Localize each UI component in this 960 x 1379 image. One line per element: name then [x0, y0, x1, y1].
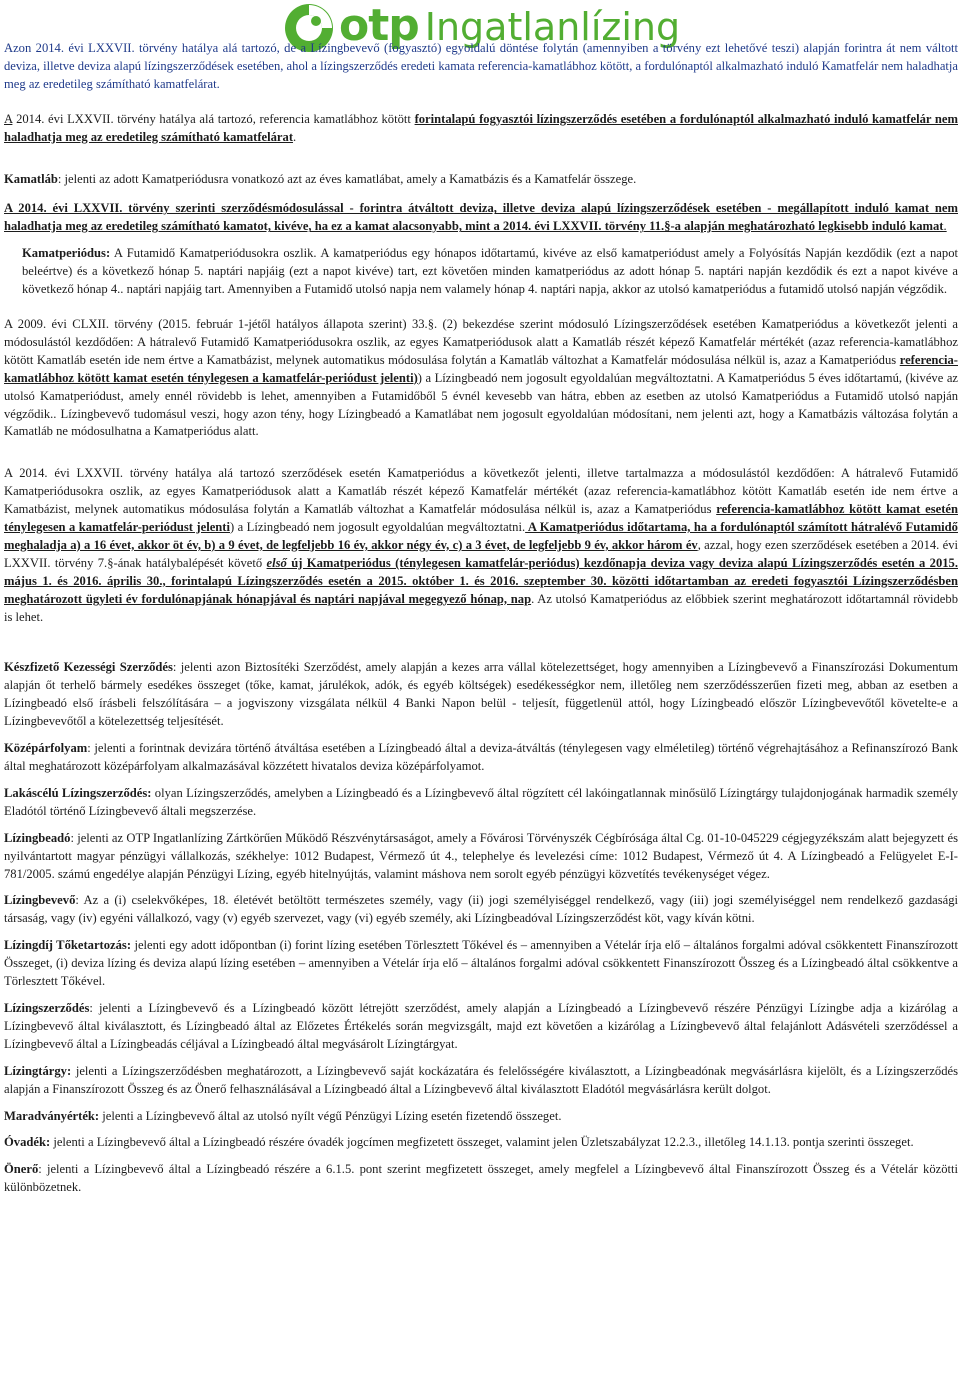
p6-b: referencia-kamatlábhoz kötött kamat esetén ténylegesen a kamatfelár-periódust jelenti): [4, 352, 958, 385]
paragraph-p3: [4, 171, 958, 189]
paragraph-p2: [4, 111, 958, 147]
p7-e: , azzal, hogy ezen szerződések esetében a 2014. évi LXXVII. törvény 7.§-ának hatálybalépését követő: [4, 537, 958, 570]
p4-end: .: [943, 219, 947, 234]
paragraph-p6: [4, 316, 958, 441]
p11-term: Lízingbeadó: [4, 830, 71, 845]
p7-a: A 2014. évi LXXVII. törvény hatálya alá tartozó szerződések esetén Kamatperiódus a következőt jelenti, illetve tartalmazza a módosulástól kezdődően: A hátralevő Futamidő Kamatperiódusokra oszlik, az egyes Kamatperiódusok alatt a Kamatláb részét képező Kamatfelár mértékét (azaz referencia-kamatlábhoz kötött Kamatláb esetén ide nem értve a Kamatbázist, melynek automatikus módosulása folytán a Kamatláb változhat a Kamatfelár módosulása nélkül is, azaz a Kamatperiódus: [4, 466, 958, 517]
paragraph-p15: [4, 1063, 958, 1099]
paragraph-p4: [4, 200, 958, 236]
paragraph-p17: [4, 1134, 958, 1152]
paragraph-p10: [4, 785, 958, 821]
p12-term: Lízingbevevő: [4, 893, 76, 908]
paragraph-p1: [4, 40, 958, 94]
paragraph-p8: [4, 659, 958, 731]
p11-text: : jelenti az OTP Ingatlanlízing Zártkörűen Működő Részvénytársaságot, amely a Fővárosi Törvényszék Cégbírósága által Cg. 01-10-045229 cégjegyzékszám alatt bejegyzett és nyilvántartott magyar pénzügyi vállalkozás, székhelye: 1012 Budapest, Vérmező út 4., telephelye és levelezési címe: 1012 Budapest, Vérmező út 4. A Lízingbeadó a Felügyelet E-I-781/2005. számú engedélye alapján Pénzügyi Lízing, egyéb hitelnyújtás, valamint máshova nem sorolt egyéb pénzügyi közvetítés tevékenységet végez.: [4, 830, 958, 881]
p17-term: Óvadék:: [4, 1135, 51, 1150]
p9-text: : jelenti a forintnak devizára történő átváltása esetében a Lízingbeadó által a deviza-átváltás (ténylegesen vagy elméletileg) történő végrehajtásához a Refinanszírozó Bank által meghatározott középárfolyam alkalmazásával közzétett hivatalos deviza középárfolyamot.: [4, 741, 958, 773]
logo-brand: otp: [339, 0, 419, 51]
p7-c: ) a Lízingbeadó nem jogosult egyoldalúan megváltoztatni.: [229, 520, 526, 535]
p2-b: 2014. évi LXXVII. törvény hatálya alá tartozó, referencia kamatlábhoz kötött: [12, 111, 415, 126]
p5-text: A Futamidő Kamatperiódusokra oszlik. A kamatperiódus egy hónapos időtartamú, kivéve az első kamatperiódust amely a Folyósítás Napján kezdődik (ezt a napot beleértve) és a következő hónap 5. naptári napjáig (ezt a napot kivéve) tart, ezt követően minden kamatperiódus az adott hónap 5. naptári napján kezdődik és ezt a napot kivéve a következő hónap 4.. naptári napjáig tart. Amennyiben a Futamidő utolsó napja nem valamely hónap 4. naptári napja, akkor az utolsó kamatperiódus a futamidő utolsó napján végződik.: [22, 246, 958, 297]
p7-h: . Az utolsó Kamatperiódus az előbbiek szerint meghatározott időtartamnál rövidebb is lehet.: [4, 591, 958, 624]
p10-term: Lakáscélú Lízingszerződés:: [4, 785, 152, 800]
p6-a: A 2009. évi CLXII. törvény (2015. február 1-jétől hatályos állapota szerint) 33.§. (2) bekezdése szerint módosuló Lízingszerződések esetében Kamatperiódus a következőt jelenti a módosulástól kezdődően: A hátralevő Futamidő Kamatperiódusokra oszlik, az egyes Kamatperiódusok alatt a Kamatláb részét képező Kamatfelár mértékét (azaz referencia-kamatlábhoz kötött Kamatláb esetén ide nem értve a Kamatbázist, melynek automatikus módosulása folytán a Kamatláb változhat a Kamatfelár módosulása nélkül is, azaz a Kamatperiódus: [4, 316, 958, 367]
p2-d: .: [293, 129, 297, 144]
p5-term: Kamatperiódus:: [22, 246, 111, 261]
document-body: [4, 40, 958, 1197]
p10-text: olyan Lízingszerződés, amelyben a Lízingbeadó és a Lízingbevevő által rögzített cél lakóingatlannak minősülő Lízingtárgy tulajdonjogának harmadik személy Eladótól történő Lízingbevevő általi megszerzése.: [4, 785, 958, 818]
p3-text: : jelenti az adott Kamatperiódusra vonatkozó azt az éves kamatlábat, amely a Kamatbázis és a Kamatfelár összege.: [57, 171, 637, 186]
logo-product: Ingatlanlízing: [424, 5, 681, 49]
p15-text: jelenti a Lízingszerződésben meghatározott, a Lízingbevevő saját kockázatára és felelősségére kiválasztott, a Lízingbeadónak megvásárlásra kijelölt, és a Lízingszerződés alapján a Finanszírozott Összeg és az Önerő felhasználásával a Lízingbeadó által a Lízingbevevő által kiválasztott Eladótól megvásárlásra került dolgot.: [4, 1063, 958, 1096]
p7-g: új Kamatperiódus (ténylegesen kamatfelár-periódus) kezdőnapja deviza vagy deviza alapú Lízingszerződés esetén a 2015. május 1. és 2016. április 30., forintalapú Lízingszerződés esetén a 2015. október 1. és 2016. szeptember 30. közötti időtartamban az eredeti fogyasztói Lízingszerződésben meghatározott ügyleti év fordulónapjának hónapjával és naptári napjával megegyező hónap, nap: [4, 555, 958, 606]
p7-b: referencia-kamatlábhoz kötött kamat esetén ténylegesen a kamatfelár-periódust jelenti: [4, 502, 958, 535]
p8-term: Készfizető Kezességi Szerződés: [4, 660, 173, 675]
p18-term: Önerő: [4, 1162, 39, 1177]
p16-term: Maradványérték:: [4, 1108, 100, 1123]
paragraph-p18: [4, 1161, 958, 1197]
paragraph-p5: [4, 245, 958, 299]
p6-c: ) a Lízingbeadó nem jogosult egyoldalúan megváltoztatni. A Kamatperiódus 5 éves időtartamú, (kivéve az utolsó Kamatperiódust, amely ennél rövidebb is lehet, amennyiben a Futamidőből 5 évnél kevesebb van hátra, ebben az esetben az utolsó Kamatperiódus a Futamidő utolsó napján végződik.. Lízingbevevő tudomásul veszi, hogy azon tény, hogy Lízingbeadó a Kamatlábat nem jogosult egyoldalúan módosítani, nem jelenti azt, hogy a Kamatbázis változása folytán a Kamatláb ne módosulhatna a Kamatperiódus alatt.: [4, 370, 958, 439]
p14-text: : jelenti a Lízingbevevő és a Lízingbeadó között létrejött szerződést, amely alapján a Lízingbeadó a Lízingbevevő részére Pénzügyi Lízingbe adja a kizárólag a Lízingbevevő által kiválasztott, és Lízingbeadó által az Előzetes Értékelés során megvizsgált, majd ezt követően a kizárólag a Lízingbevevő által felajánlott Adásvételi szerződéssel a Lízingbevevő által a Lízingbeadás céljával a Lízingbeadó által megvásárolt Lízingtárgyat.: [4, 1000, 958, 1051]
p14-term: Lízingszerződés: [4, 1000, 90, 1015]
p9-term: Középárfolyam: [4, 741, 88, 756]
p3-term: Kamatláb: [4, 171, 58, 186]
p12-text: : Az a (i) cselekvőképes, 18. életévét betöltött természetes személy, vagy (ii) jogi személyiséggel rendelkező, vagy (iii) jogi személyiséggel nem rendelkező gazdasági társaság, vagy (iv) egyéni vállalkozó, vagy (v) egyéb szervezet, vagy (vi) egyéb személy, aki Lízingbeadóval Lízingszerződést köt, vagy kíván kötni.: [4, 893, 958, 926]
paragraph-p14: [4, 1000, 958, 1054]
p2-c: forintalapú fogyasztói lízingszerződés esetében a fordulónaptól alkalmazható induló kamatfelár nem haladhatja meg az eredetileg számítható kamatfelárat: [4, 111, 958, 144]
p2-a: A: [4, 111, 13, 126]
p1-text: Azon 2014. évi LXXVII. törvény hatálya alá tartozó, de a Lízingbevevő (fogyasztó) egyoldalú döntése folytán (amennyiben a törvény ezt lehetővé teszi) alapján forintra át nem váltott deviza, illetve deviza alapú lízingszerződések esetében, ahol a lízingszerződés eredeti kamata referencia-kamatlábhoz kötött, a fordulónaptól alkalmazható induló Kamatfelár nem haladhatja meg az eredetileg számítható kamatfelárat.: [4, 41, 958, 91]
paragraph-p7: [4, 465, 958, 626]
paragraph-p13: [4, 937, 958, 991]
p13-term: Lízingdíj Tőketartozás:: [4, 938, 132, 953]
paragraph-p9: [4, 740, 958, 776]
paragraph-p11: [4, 830, 958, 884]
p13-text: jelenti egy adott időpontban (i) forint lízing esetében Törlesztett Tőkével és – amennyiben a Vételár írja elő – általános forgalmi adóval csökkentett Finanszírozott Összeget, (i) deviza lízing és deviza alapú lízing esetében – amennyiben a Vételár írja elő – általános forgalmi adóval csökkentett Finanszírozott Összeg és a Lízingbeadó által csökkentve a Törlesztett Tőkével.: [4, 938, 959, 989]
paragraph-p16: [4, 1108, 958, 1126]
p7-d: A Kamatperiódus időtartama, ha a fordulónaptól számított hátralévő Futamidő meghaladja a) a 16 évet, akkor öt év, b) a 9 évet, de legfeljebb 16 év, akkor négy év, c) a 3 évet, de legfeljebb 9 év, akkor három év: [4, 520, 958, 552]
paragraph-p12: [4, 892, 958, 928]
p8-text: : jelenti azon Biztosítéki Szerződést, amely alapján a kezes arra vállal kötelezettséget, hogy amennyiben a Lízingbevevő a Finanszírozási Dokumentum alapján őt terhelő bármely esedékes összeget (tőke, kamat, járulékok, adók, és egyéb költségek) esedékességkor nem, illetőleg nem szerződésszerűen fizeti meg, abban az esetben a Lízingbeadó első írásbeli felszólítására – a jogviszony vizsgálata nélkül 4 Banki Napon belül - teljesít, függetlenül attól, hogy Lízingbeadó először Lízingbevevőtől követelte-e a Lízingbevevőtől a kötelezettség teljesítését.: [4, 660, 958, 729]
p18-text: : jelenti a Lízingbevevő által a Lízingbeadó részére a 6.1.5. pont szerint megfizetett összeget, amely megfelel a Lízingbevevő által Finanszírozott Összeg és a Vételár közötti különbözetnek.: [4, 1162, 958, 1195]
p16-text: jelenti a Lízingbevevő által az utolsó nyílt végű Pénzügyi Lízing esetén fizetendő összeget.: [99, 1108, 562, 1123]
p7-f: első: [266, 555, 287, 570]
p17-text: jelenti a Lízingbevevő által a Lízingbeadó részére óvadék jogcímen megfizetett összeget, valamint jelen Üzletszabályzat 12.2.3., illetőleg 14.1.13. pontja szerinti összeget.: [50, 1135, 914, 1150]
p15-term: Lízingtárgy:: [4, 1063, 72, 1078]
p4-text: A 2014. évi LXXVII. törvény szerinti szerződésmódosulással - forintra átváltott deviza, illetve deviza alapú lízingszerződések esetében - megállapított induló kamat nem haladhatja meg az eredetileg számítható kamatot, kivéve, ha ez a kamat alacsonyabb, mint a 2014. évi LXXVII. törvény 11.§-a alapján meghatározható legkisebb induló kamat: [4, 201, 958, 234]
